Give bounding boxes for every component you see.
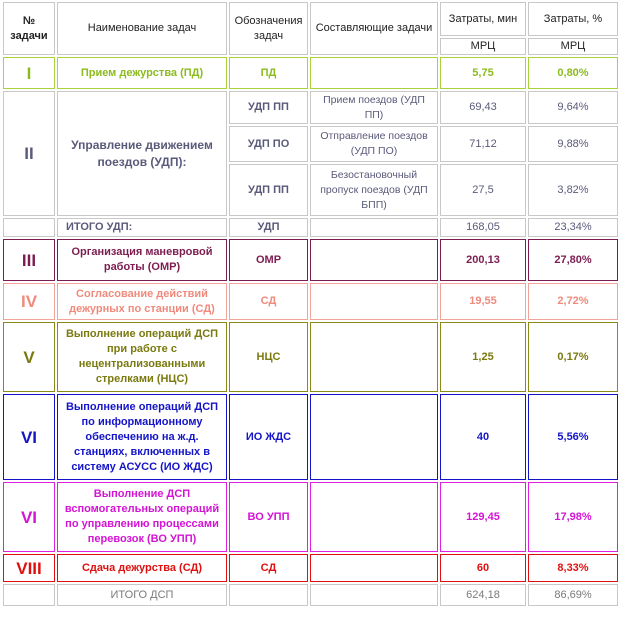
row-min: 200,13 [440,239,526,281]
table-row [3,322,618,392]
row-num [3,218,55,237]
row-name: Выполнение операций ДСП по информационному обеспечению на ж.д. станциях, включенных в систему АСУСС (ИО ЖДС) [57,394,227,480]
row-min: 40 [440,394,526,480]
row-part [310,584,438,606]
row-num [3,584,55,606]
row-num: IV [3,283,55,320]
row-code: ВО УПП [229,482,308,552]
header-parts: Составляющие задачи [310,2,438,55]
row-pct: 17,98% [528,482,618,552]
row-part: Отправление поездов (УДП ПО) [310,126,438,162]
table-row [3,482,618,552]
row-part [310,322,438,392]
row-code: ПД [229,57,308,89]
row-name: Управление движением поездов (УДП): [57,91,227,216]
row-part [310,57,438,89]
row-code: УДП [229,218,308,237]
row-name: Выполнение ДСП вспомогательных операций по управлению процессами перевозок (ВО УПП) [57,482,227,552]
row-num: I [3,57,55,89]
row-min: 19,55 [440,283,526,320]
header-unit-min: МРЦ [440,38,526,55]
row-name: Выполнение операций ДСП при работе с нецентрализованными стрелками (НЦС) [57,322,227,392]
row-code: ИО ЖДС [229,394,308,480]
row-code: УДП ПП [229,91,308,124]
row-part: Прием поездов (УДП ПП) [310,91,438,124]
row-num: III [3,239,55,281]
row-min: 129,45 [440,482,526,552]
row-code [229,584,308,606]
row-name: ИТОГО ДСП [57,584,227,606]
row-min: 5,75 [440,57,526,89]
table-row [3,283,618,320]
row-name: ИТОГО УДП: [57,218,227,237]
row-min: 1,25 [440,322,526,392]
row-name: Согласование действий дежурных по станции (СД) [57,283,227,320]
row-num: VI [3,482,55,552]
table-row [3,239,618,281]
header-row [3,2,618,36]
row-code: УДП ПП [229,164,308,216]
table-row [3,554,618,582]
row-code: СД [229,283,308,320]
table-row [3,91,618,124]
row-pct: 9,64% [528,91,618,124]
row-pct: 0,17% [528,322,618,392]
row-part [310,394,438,480]
row-pct: 9,88% [528,126,618,162]
row-name: Сдача дежурства (СД) [57,554,227,582]
table-row [3,57,618,89]
table-row [3,218,618,237]
row-part: Безостановочный пропуск поездов (УДП БПП) [310,164,438,216]
row-code: ОМР [229,239,308,281]
row-min: 71,12 [440,126,526,162]
row-num: VIII [3,554,55,582]
row-min: 69,43 [440,91,526,124]
task-cost-table [1,0,620,608]
row-min: 60 [440,554,526,582]
row-part [310,554,438,582]
header-name: Наименование задач [57,2,227,55]
header-unit-pct: МРЦ [528,38,618,55]
row-num: V [3,322,55,392]
row-part [310,218,438,237]
row-min: 624,18 [440,584,526,606]
row-pct: 3,82% [528,164,618,216]
row-pct: 8,33% [528,554,618,582]
header-code: Обозначения задач [229,2,308,55]
row-pct: 86,69% [528,584,618,606]
row-pct: 23,34% [528,218,618,237]
row-pct: 2,72% [528,283,618,320]
row-pct: 27,80% [528,239,618,281]
row-num: VI [3,394,55,480]
row-min: 168,05 [440,218,526,237]
row-min: 27,5 [440,164,526,216]
row-pct: 5,56% [528,394,618,480]
row-name: Организация маневровой работы (ОМР) [57,239,227,281]
row-code: СД [229,554,308,582]
header-cost-pct: Затраты, % [528,2,618,36]
row-code: НЦС [229,322,308,392]
row-pct: 0,80% [528,57,618,89]
row-part [310,239,438,281]
row-code: УДП ПО [229,126,308,162]
table-row [3,394,618,480]
row-part [310,283,438,320]
header-cost-min: Затраты, мин [440,2,526,36]
header-num: № задачи [3,2,55,55]
row-part [310,482,438,552]
row-name: Прием дежурства (ПД) [57,57,227,89]
row-num: II [3,91,55,216]
table-row [3,584,618,606]
